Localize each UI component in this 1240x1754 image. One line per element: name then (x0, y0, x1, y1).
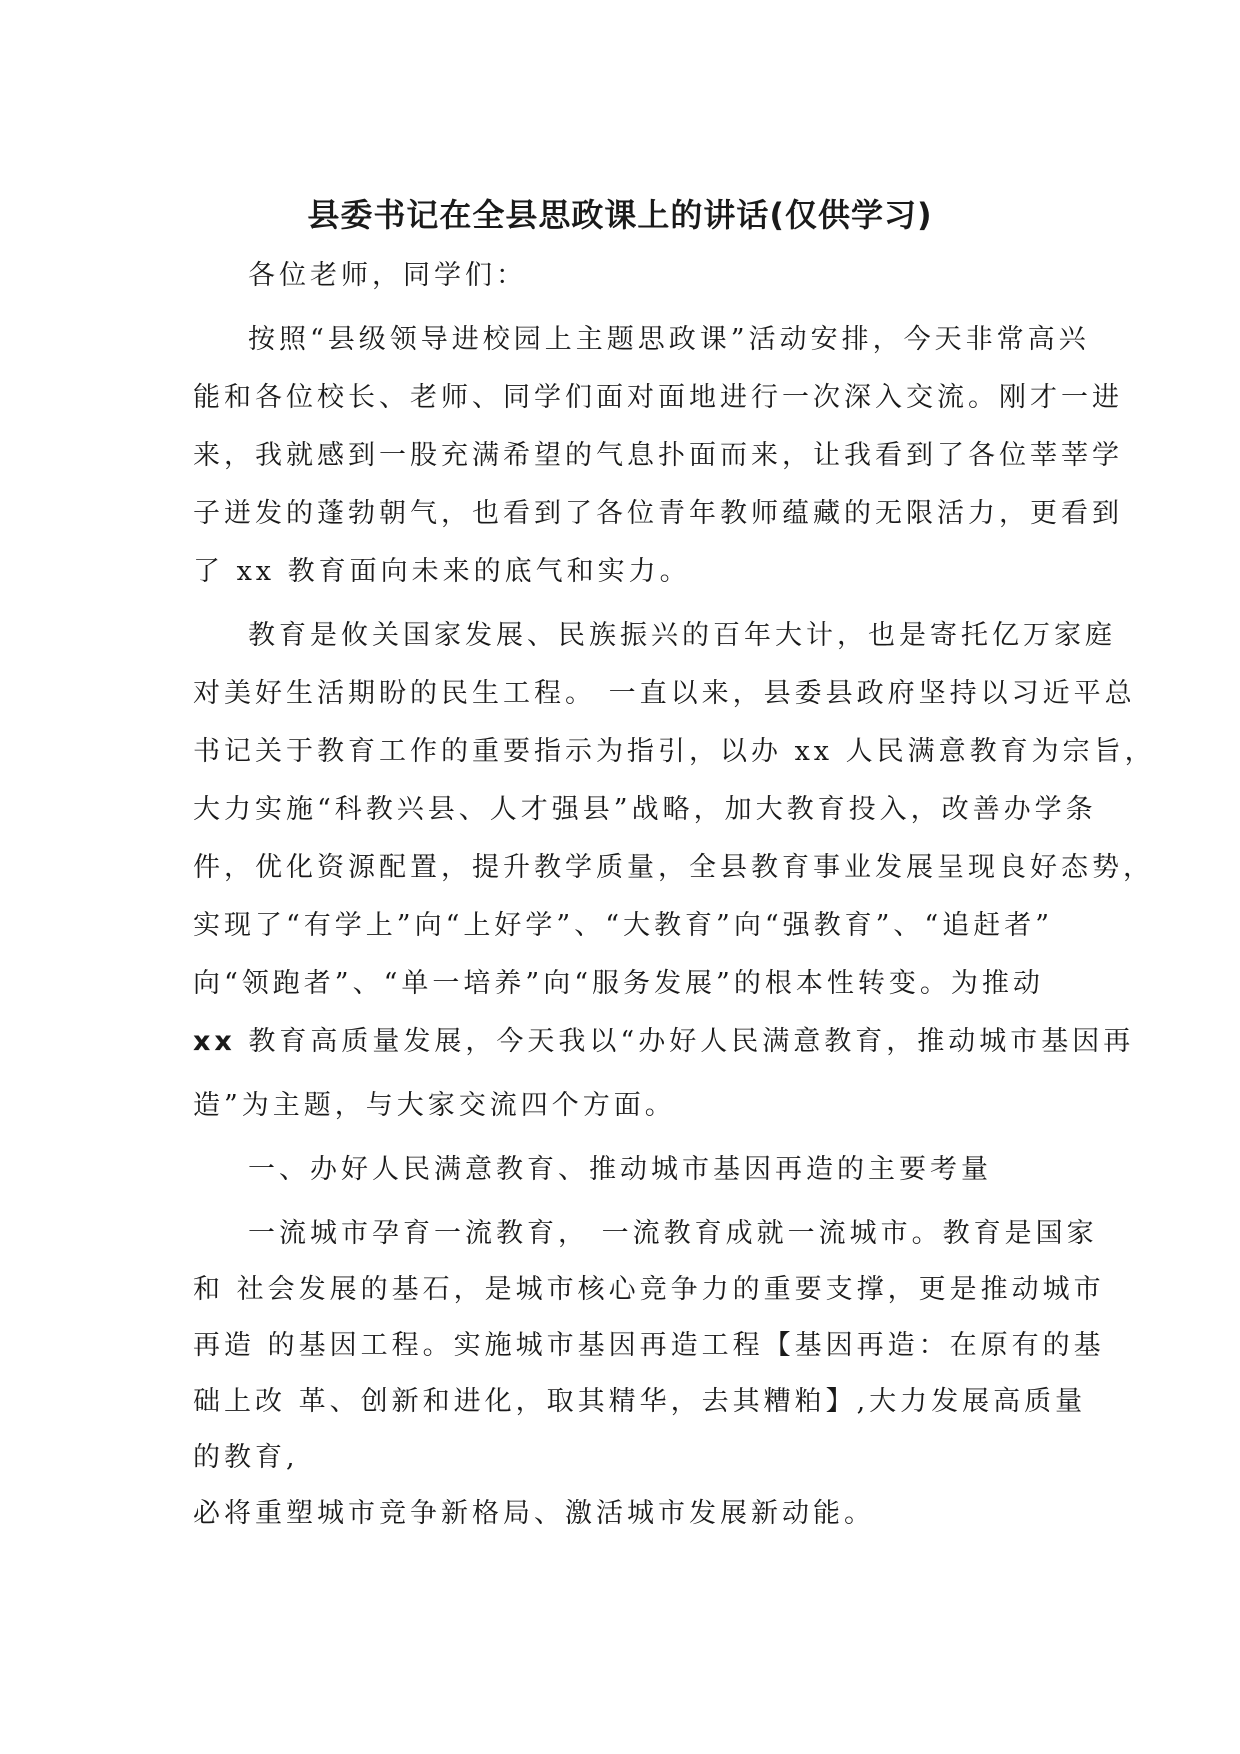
paragraph-3-line-5: 的教育, (193, 1442, 299, 1473)
paragraph-3-line-4: 础上改 革、创新和进化，取其精华，去其糟粕】,大力发展高质量 (193, 1386, 1087, 1417)
paragraph-2-line-4: 大力实施“科教兴县、人才强县”战略，加大教育投入，改善办学条 (193, 794, 1097, 825)
greeting: 各位老师，同学们： (248, 260, 527, 291)
paragraph-2-line-8-text: 教育高质量发展，今天我以“办好人民满意教育，推动城市基因再 (235, 1026, 1135, 1057)
paragraph-3-line-6: 必将重塑城市竞争新格局、激活城市发展新动能。 (193, 1498, 875, 1529)
paragraph-2-line-8 (193, 1028, 1134, 1055)
paragraph-1-line-1: 按照“县级领导进校园上主题思政课”活动安排，今天非常高兴 (248, 324, 1090, 355)
bold-xx: xx (193, 1026, 236, 1057)
paragraph-2-line-6: 实现了“有学上”向“上好学”、“大教育”向“强教育”、“追赶者” (193, 910, 1054, 941)
document-title: 县委书记在全县思政课上的讲话(仅供学习) (307, 196, 933, 234)
paragraph-3-line-1: 一流城市孕育一流教育， 一流教育成就一流城市。教育是国家 (248, 1218, 1098, 1249)
paragraph-2-line-1: 教育是攸关国家发展、民族振兴的百年大计，也是寄托亿万家庭 (248, 620, 1116, 651)
paragraph-1-line-4: 子迸发的蓬勃朝气，也看到了各位青年教师蕴藏的无限活力，更看到 (193, 498, 1123, 529)
paragraph-2-line-9: 造”为主题，与大家交流四个方面。 (193, 1090, 676, 1121)
paragraph-3-line-2: 和 社会发展的基石，是城市核心竞争力的重要支撑，更是推动城市 (193, 1274, 1105, 1305)
paragraph-1-line-3: 来，我就感到一股充满希望的气息扑面而来，让我看到了各位莘莘学 (193, 440, 1123, 471)
paragraph-2-line-5: 件，优化资源配置，提升教学质量，全县教育事业发展呈现良好态势， (193, 852, 1154, 883)
paragraph-3-line-3: 再造 的基因工程。实施城市基因再造工程【基因再造：在原有的基 (193, 1330, 1105, 1361)
paragraph-2-line-7: 向“领跑者”、“单一培养”向“服务发展”的根本性转变。为推动 (193, 968, 1044, 999)
paragraph-2-line-2: 对美好生活期盼的民生工程。 一直以来，县委县政府坚持以习近平总 (193, 678, 1136, 709)
section-heading-1: 一、办好人民满意教育、推动城市基因再造的主要考量 (248, 1154, 992, 1185)
paragraph-2-line-3: 书记关于教育工作的重要指示为指引，以办 xx 人民满意教育为宗旨， (193, 736, 1156, 767)
paragraph-1-line-5: 了 xx 教育面向未来的底气和实力。 (193, 556, 691, 587)
paragraph-1-line-2: 能和各位校长、老师、同学们面对面地进行一次深入交流。刚才一进 (193, 382, 1123, 413)
